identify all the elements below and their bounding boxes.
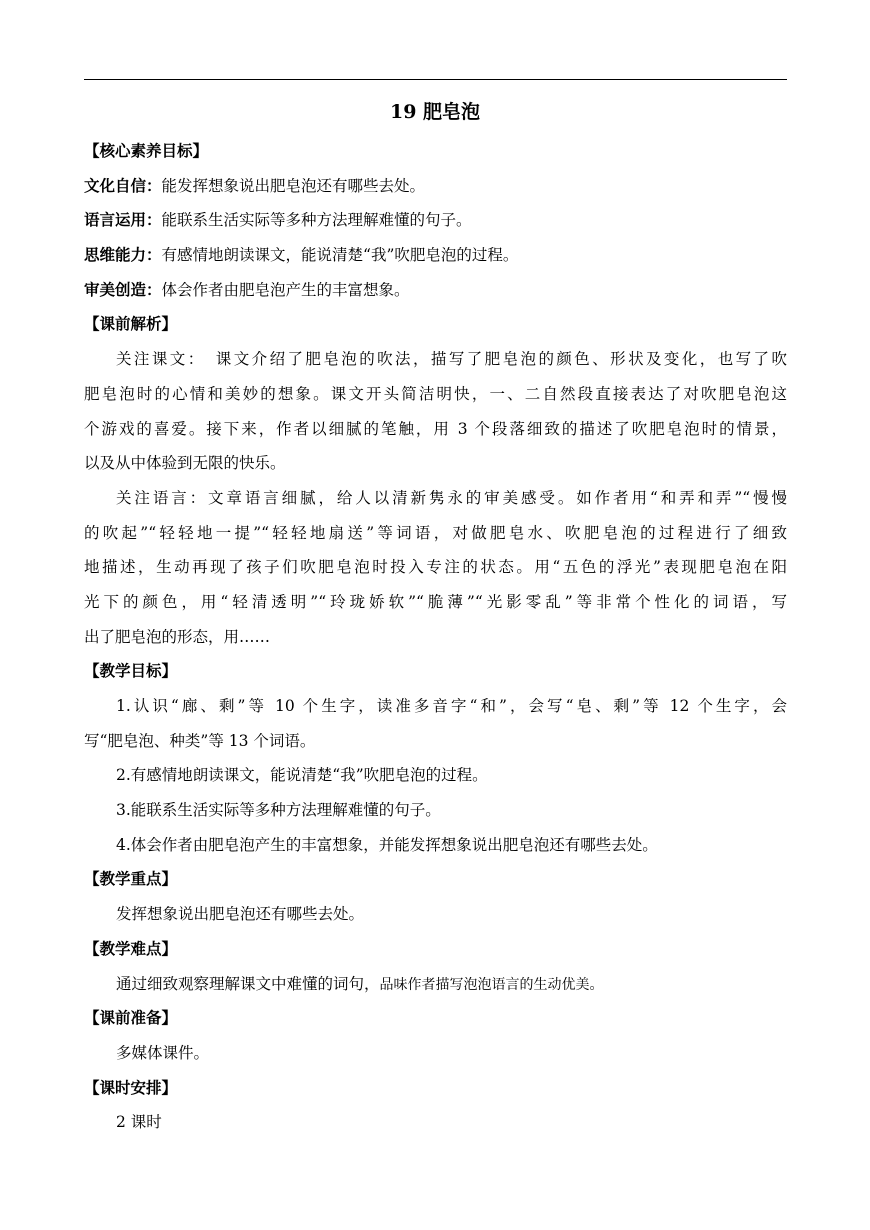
document-body bbox=[84, 134, 787, 1140]
paragraph-line: 关注课文： 课文介绍了肥皂泡的吹法，描写了肥皂泡的颜色、形状及变化，也写了吹 bbox=[116, 350, 787, 369]
difficulties-text bbox=[84, 967, 787, 1002]
difficulties-part: 通过细致观察理解课文中难懂的词句， bbox=[116, 974, 380, 993]
header-rule bbox=[84, 79, 787, 80]
heading-key-points: 【教学重点】 bbox=[84, 869, 178, 889]
page-title: 19 肥皂泡 bbox=[389, 101, 481, 123]
goal-text: 体会作者由肥皂泡产生的丰富想象。 bbox=[161, 280, 410, 299]
paragraph-line: 肥皂泡时的心情和美妙的想象。课文开头简洁明快，一、二自然段直接表达了对吹肥皂泡这 bbox=[84, 384, 787, 403]
paragraph-line: 出了肥皂泡的形态，用…… bbox=[84, 627, 271, 646]
difficulties-part: 品味作者描写泡泡语言的生动优美。 bbox=[379, 976, 604, 993]
goal-label: 审美创造： bbox=[84, 279, 162, 299]
heading-objectives: 【教学目标】 bbox=[84, 661, 178, 681]
goal-label: 文化自信： bbox=[84, 175, 162, 195]
goal-label: 思维能力： bbox=[84, 245, 162, 265]
objective-item: 4.体会作者由肥皂泡产生的丰富想象，并能发挥想象说出肥皂泡还有哪些去处。 bbox=[116, 835, 658, 854]
goal-label: 语言运用： bbox=[84, 210, 162, 230]
paragraph-line: 的吹起”“轻轻地一提”“轻轻地扇送”等词语，对做肥皂水、吹肥皂泡的过程进行了细致 bbox=[84, 523, 787, 542]
heading-goals: 【核心素养目标】 bbox=[84, 141, 209, 160]
objective-item: 2.有感情地朗读课文，能说清楚“我”吹肥皂泡的过程。 bbox=[116, 766, 488, 785]
goal-item bbox=[84, 238, 787, 273]
schedule-text: 2 课时 bbox=[116, 1113, 162, 1132]
goal-item bbox=[84, 203, 787, 238]
paragraph-line: 地描述，生动再现了孩子们吹肥皂泡时投入专注的状态。用“五色的浮光”表现肥皂泡在阳 bbox=[84, 558, 787, 577]
goal-item bbox=[84, 273, 787, 308]
paragraph-line: 个游戏的喜爱。接下来，作者以细腻的笔触，用 3 个段落细致的描述了吹肥皂泡时的情景， bbox=[84, 419, 787, 438]
heading-preparation: 【课前准备】 bbox=[84, 1008, 178, 1028]
paragraph-line: 以及从中体验到无限的快乐。 bbox=[84, 454, 286, 473]
goal-item bbox=[84, 169, 787, 204]
goal-text: 有感情地朗读课文，能说清楚“我”吹肥皂泡的过程。 bbox=[161, 246, 519, 265]
heading-schedule: 【课时安排】 bbox=[84, 1077, 178, 1097]
heading-difficulties: 【教学难点】 bbox=[84, 938, 178, 958]
goal-text: 能发挥想象说出肥皂泡还有哪些去处。 bbox=[161, 176, 426, 195]
key-points-text: 发挥想象说出肥皂泡还有哪些去处。 bbox=[116, 905, 365, 924]
objective-item: 3.能联系生活实际等多种方法理解难懂的句子。 bbox=[116, 801, 441, 820]
paragraph-line: 关注语言：文章语言细腻，给人以清新隽永的审美感受。如作者用“和弄和弄”“慢慢 bbox=[116, 488, 787, 507]
preparation-text: 多媒体课件。 bbox=[116, 1043, 210, 1062]
paragraph-line: 光下的颜色，用“轻清透明”“玲珑娇软”“脆薄”“光影零乱”等非常个性化的词语，写 bbox=[84, 592, 787, 611]
goal-text: 能联系生活实际等多种方法理解难懂的句子。 bbox=[161, 211, 472, 230]
objective-item: 写“肥皂泡、种类”等 13 个词语。 bbox=[84, 731, 316, 750]
heading-analysis: 【课前解析】 bbox=[84, 314, 178, 334]
objective-item: 1.认识“廊、剩”等 10 个生字，读准多音字“和”，会写“皂、剩”等 12 个生字，会 bbox=[116, 697, 787, 715]
